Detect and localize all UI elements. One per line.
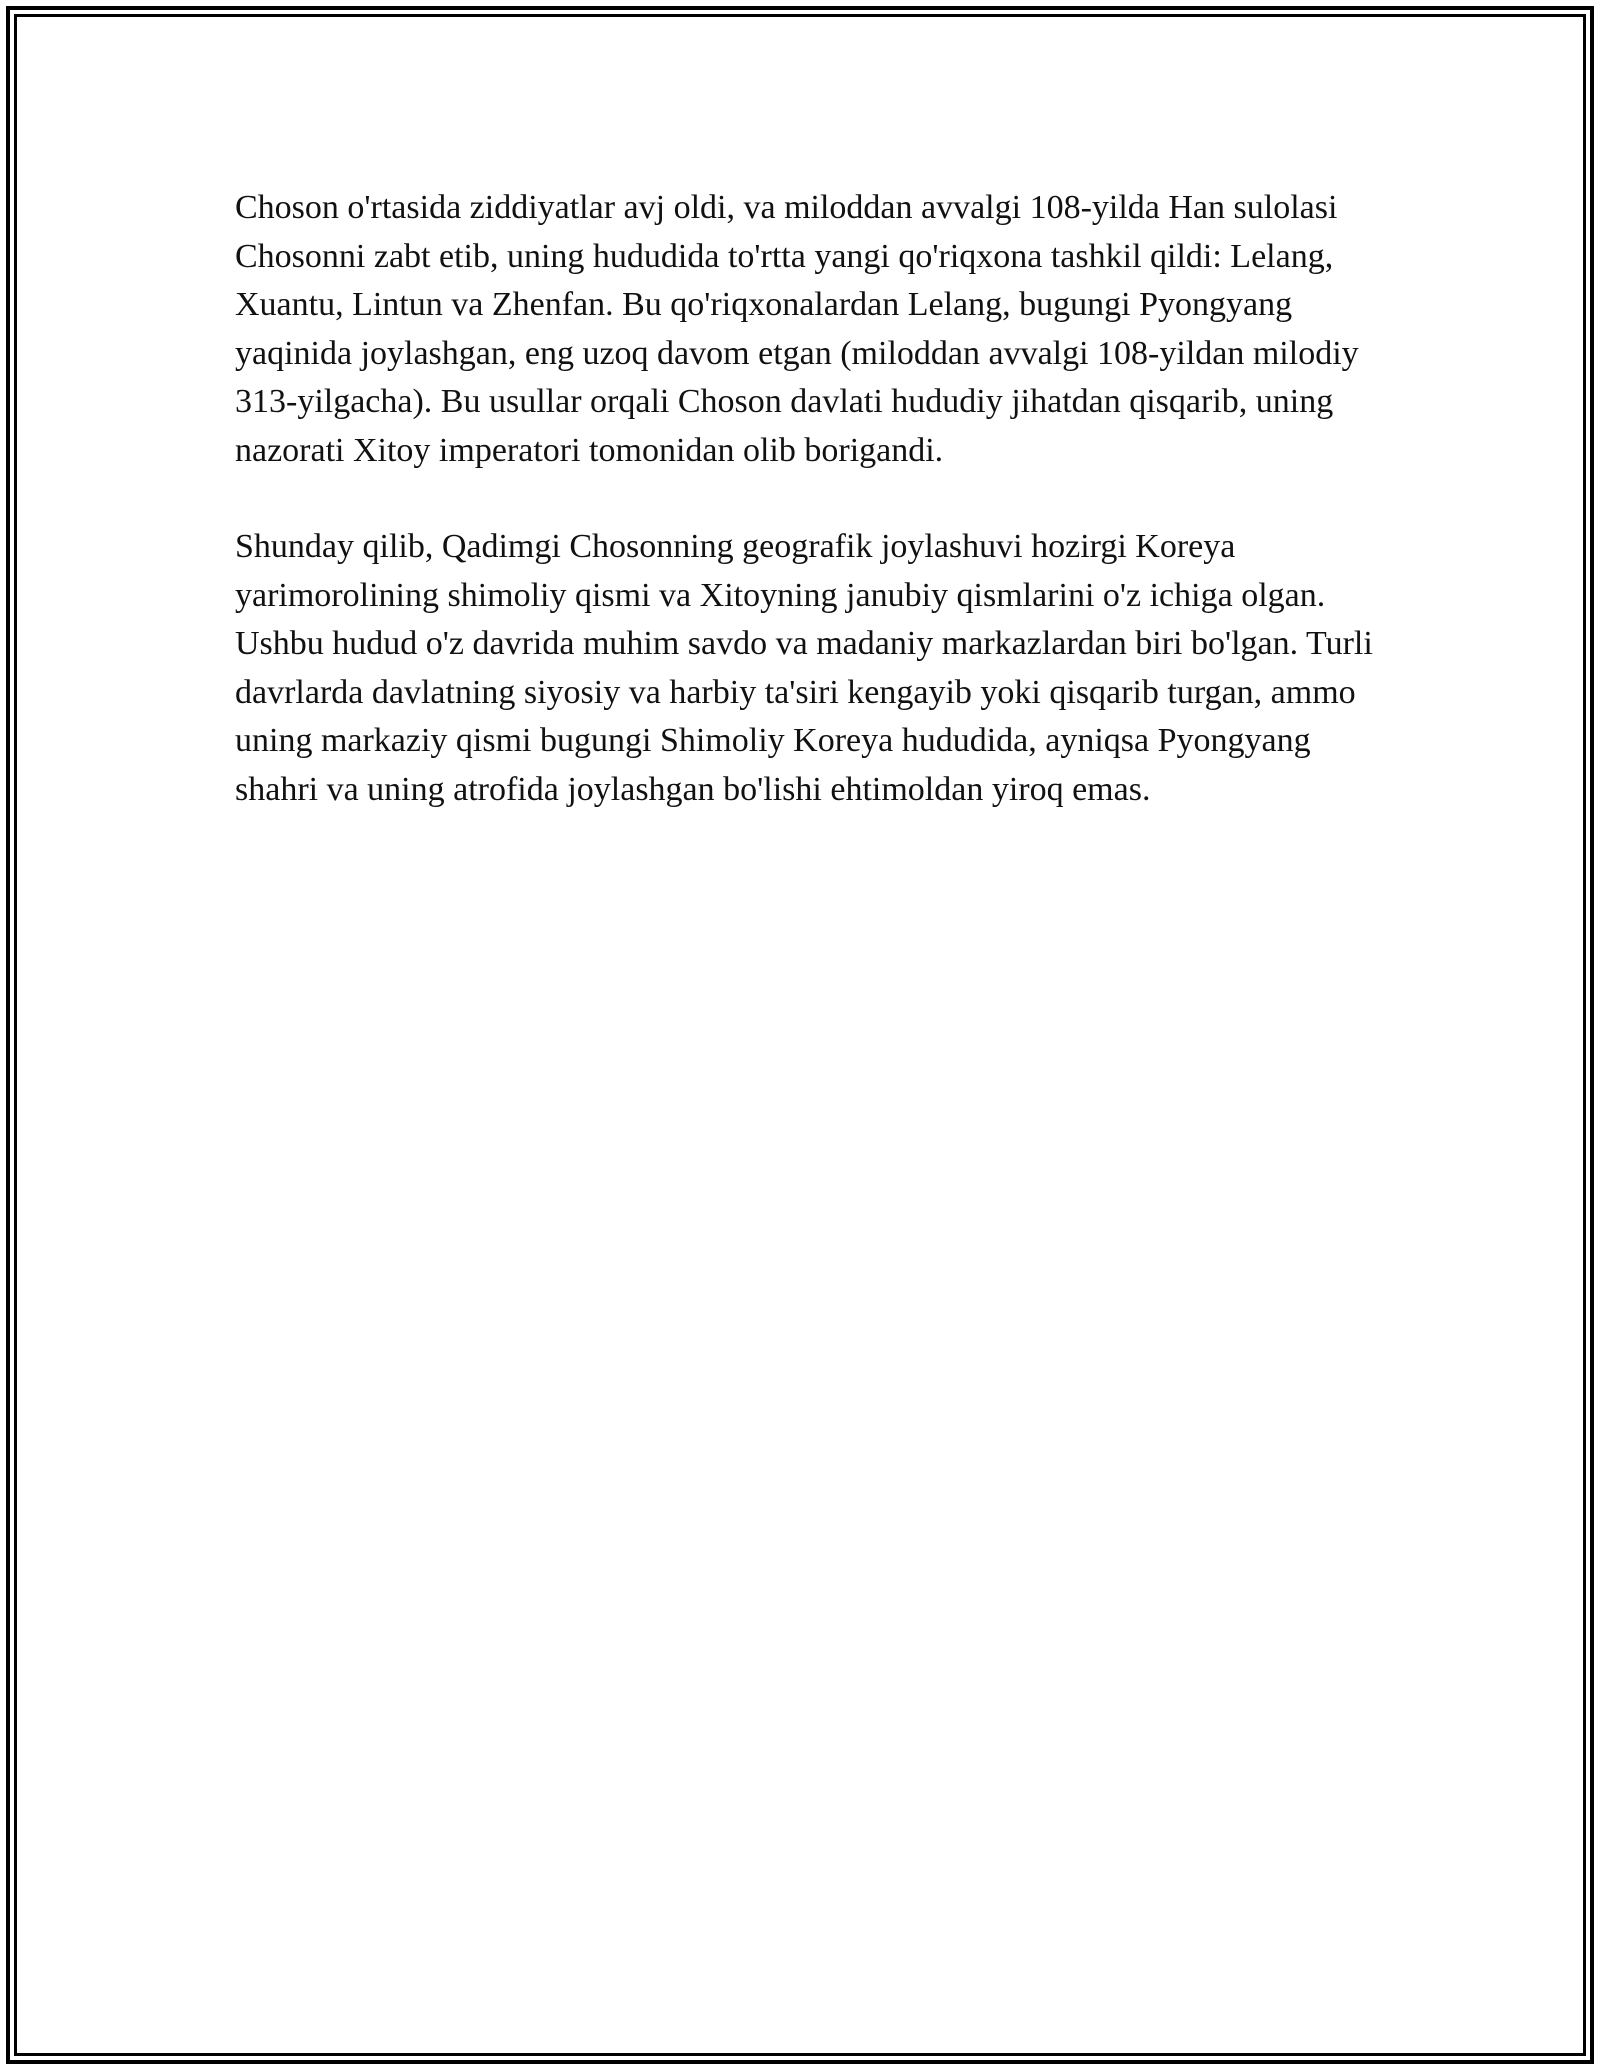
document-body [235, 184, 1375, 862]
paragraph-2: Shunday qilib, Qadimgi Chosonning geografik joylashuvi hozirgi Koreya yarimorolining shimoliy qismi va Xitoyning janubiy qismlarini o'z ichiga olgan. Ushbu hudud o'z davrida muhim savdo va madaniy markazlardan biri bo'lgan. Turli davrlarda davlatning siyosiy va harbiy ta'siri kengayib yoki qisqarib turgan, ammo uning markaziy qismi bugungi Shimoliy Koreya hududida, ayniqsa Pyongyang shahri va uning atrofida joylashgan bo'lishi ehtimoldan yiroq emas. [235, 528, 1373, 808]
paragraph-1: Choson o'rtasida ziddiyatlar avj oldi, va miloddan avvalgi 108-yilda Han sulolasi Chosonni zabt etib, uning hududida to'rtta yangi qo'riqxona tashkil qildi: Lelang, Xuantu, Lintun va Zhenfan. Bu qo'riqxonalardan Lelang, bugungi Pyongyang yaqinida joylashgan, eng uzoq davom etgan (miloddan avvalgi 108-yildan milodiy 313-yilgacha). Bu usullar orqali Choson davlati hududiy jihatdan qisqarib, uning nazorati Xitoy imperatori tomonidan olib borigandi. [235, 189, 1359, 469]
